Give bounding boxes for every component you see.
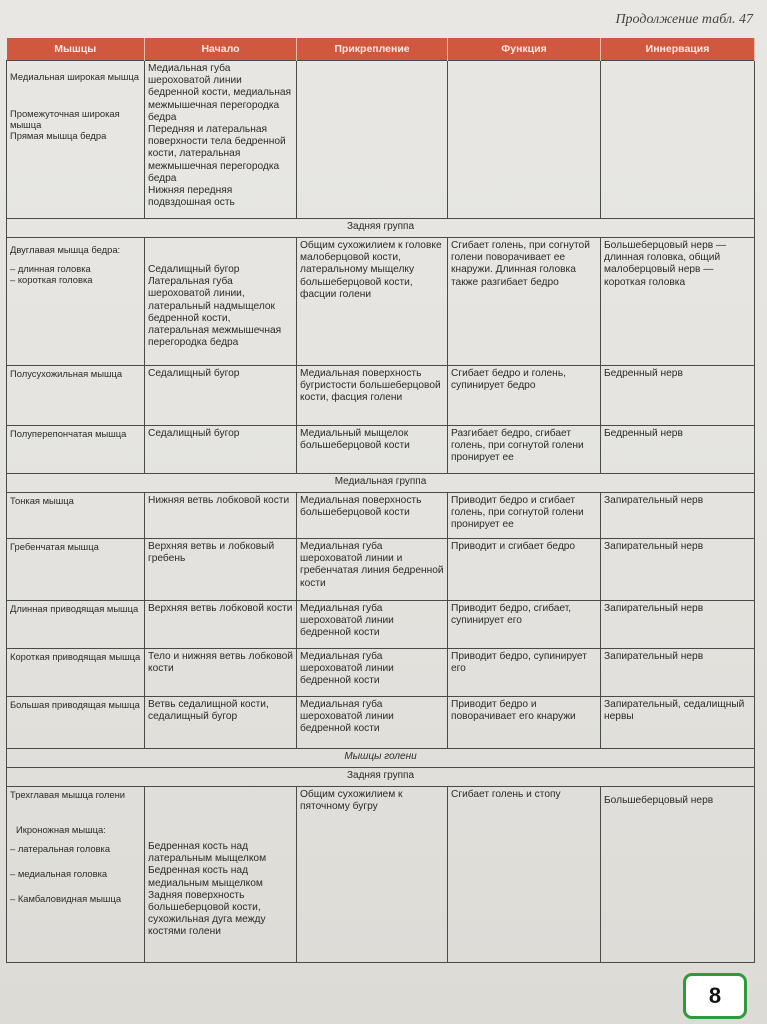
insertion-cell: Общим сухожилием к головке малоберцовой кости, латеральному мыщелку большеберцовой кости, фасции голени [297, 238, 448, 366]
insertion-cell: Медиальная губа шероховатой линии и гребенчатая линия бедренной кости [297, 539, 448, 601]
muscle-cell: Гребенчатая мышца [7, 539, 145, 601]
function-cell: Сгибает бедро и голень, супинирует бедро [448, 366, 601, 426]
origin-text: Бедренная кость над медиальным мыщелком [148, 865, 263, 889]
innervation-cell: Запирательный нерв [601, 539, 755, 601]
header-insertion: Прикрепление [297, 38, 448, 61]
origin-cell: Нижняя ветвь лобковой кости [145, 493, 297, 539]
origin-text: Латеральная губа шероховатой линии, латеральный надмыщелок бедренной кости, латеральная межмышечная перегородка бедра [148, 276, 282, 349]
table-row [7, 601, 755, 649]
header-origin: Начало [145, 38, 297, 61]
table-row [7, 539, 755, 601]
function-cell: Приводит бедро, сгибает, супинирует его [448, 601, 601, 649]
table-row [7, 426, 755, 474]
table-row [7, 493, 755, 539]
muscle-cell: Тонкая мышца [7, 493, 145, 539]
muscle-table [6, 38, 755, 963]
muscle-cell [7, 238, 145, 366]
origin-cell: Седалищный бугор [145, 366, 297, 426]
group-row [7, 219, 755, 238]
insertion-cell: Медиальная губа шероховатой линии бедренной кости [297, 649, 448, 697]
insertion-cell: Медиальная поверхность бугристости большеберцовой кости, фасция голени [297, 366, 448, 426]
muscle-head: – Камбаловидная мышца [10, 893, 122, 904]
section-row [7, 749, 755, 768]
table-row [7, 697, 755, 749]
group-label: Задняя группа [7, 219, 755, 238]
origin-cell: Седалищный бугор [145, 426, 297, 474]
header-muscles: Мышцы [7, 38, 145, 61]
muscle-cell: Полуперепончатая мышца [7, 426, 145, 474]
function-cell: Приводит бедро, супинирует его [448, 649, 601, 697]
origin-text: Передняя и латеральная поверхности тела бедренной кости, латеральная межмышечная перегородка бедра [148, 124, 286, 184]
table-caption: Продолжение табл. 47 [615, 12, 753, 27]
muscle-cell: Полусухожильная мышца [7, 366, 145, 426]
innervation-cell: Большеберцовый нерв [601, 787, 755, 963]
function-cell: Приводит бедро и сгибает голень, при согнутой голени пронирует ее [448, 493, 601, 539]
muscle-name: Прямая мышца бедра [10, 130, 107, 141]
innervation-cell: Запирательный нерв [601, 493, 755, 539]
slide-number-badge: 8 [683, 973, 747, 1019]
origin-text: Медиальная губа шероховатой линии бедренной кости, медиальная межмышечная перегородка бедра [148, 63, 292, 123]
muscle-head: – короткая головка [10, 274, 93, 285]
group-row [7, 768, 755, 787]
innervation-cell: Запирательный нерв [601, 649, 755, 697]
muscle-name: Двуглавая мышца бедра: [10, 244, 121, 255]
innervation-cell: Запирательный нерв [601, 601, 755, 649]
muscle-head: – латеральная головка [10, 843, 111, 854]
origin-text: Седалищный бугор [148, 264, 240, 275]
group-label: Задняя группа [7, 768, 755, 787]
innervation-cell: Бедренный нерв [601, 366, 755, 426]
innervation-cell [601, 61, 755, 219]
origin-text: Задняя поверхность большеберцовой кости, сухожильная дуга между костями голени [148, 889, 266, 938]
muscle-cell [7, 61, 145, 219]
function-cell: Приводит и сгибает бедро [448, 539, 601, 601]
table-row [7, 787, 755, 963]
muscle-cell: Длинная приводящая мышца [7, 601, 145, 649]
table-row [7, 649, 755, 697]
header-innervation: Иннервация [601, 38, 755, 61]
muscle-name: Медиальная широкая мышца [10, 71, 139, 82]
origin-cell [145, 238, 297, 366]
muscle-name: Трехглавая мышца голени [10, 789, 125, 800]
origin-cell [145, 787, 297, 963]
table-row [7, 238, 755, 366]
insertion-cell: Медиальный мыщелок большеберцовой кости [297, 426, 448, 474]
muscle-name: Икроножная мышца: [16, 824, 106, 835]
insertion-cell: Общим сухожилием к пяточному бугру [297, 787, 448, 963]
origin-cell: Ветвь седалищной кости, седалищный бугор [145, 697, 297, 749]
innervation-cell: Запирательный, седалищный нервы [601, 697, 755, 749]
function-cell: Сгибает голень, при согнутой голени поворачивает ее кнаружи. Длинная головка также разгибает бедро [448, 238, 601, 366]
origin-text: Бедренная кость над латеральным мыщелком [148, 841, 267, 865]
section-label: Мышцы голени [7, 749, 755, 768]
origin-cell: Тело и нижняя ветвь лобковой кости [145, 649, 297, 697]
insertion-cell: Медиальная губа шероховатой линии бедренной кости [297, 697, 448, 749]
insertion-cell: Медиальная поверхность большеберцовой кости [297, 493, 448, 539]
table-row [7, 61, 755, 219]
muscle-cell: Короткая приводящая мышца [7, 649, 145, 697]
muscle-cell [7, 787, 145, 963]
group-row [7, 474, 755, 493]
origin-text: Нижняя передняя подвздошная ость [148, 185, 235, 209]
muscle-cell: Большая приводящая мышца [7, 697, 145, 749]
function-cell [448, 61, 601, 219]
function-cell: Сгибает голень и стопу [448, 787, 601, 963]
origin-cell: Верхняя ветвь лобковой кости [145, 601, 297, 649]
table-row [7, 366, 755, 426]
origin-cell [145, 61, 297, 219]
muscle-head: – длинная головка [10, 263, 91, 274]
header-function: Функция [448, 38, 601, 61]
muscle-head: – медиальная головка [10, 868, 108, 879]
innervation-cell: Большеберцовый нерв — длинная головка, общий малоберцовый нерв — короткая головка [601, 238, 755, 366]
table-header-row [7, 38, 755, 61]
function-cell: Разгибает бедро, сгибает голень, при согнутой голени пронирует ее [448, 426, 601, 474]
insertion-cell: Медиальная губа шероховатой линии бедренной кости [297, 601, 448, 649]
origin-cell: Верхняя ветвь и лобковый гребень [145, 539, 297, 601]
insertion-cell [297, 61, 448, 219]
group-label: Медиальная группа [7, 474, 755, 493]
function-cell: Приводит бедро и поворачивает его кнаружи [448, 697, 601, 749]
muscle-name: Промежуточная широкая мышца [10, 108, 120, 130]
innervation-cell: Бедренный нерв [601, 426, 755, 474]
